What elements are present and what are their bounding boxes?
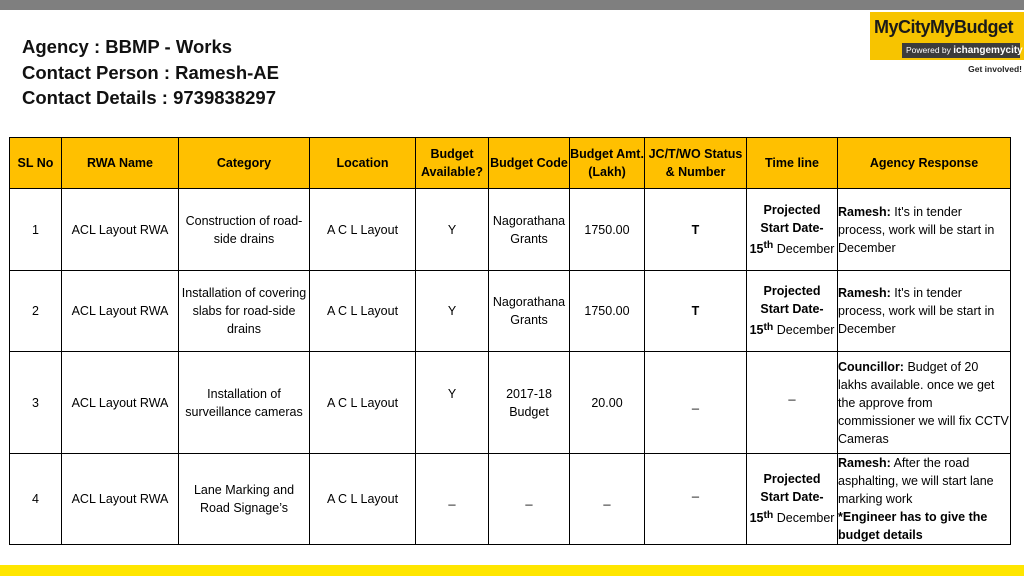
cell-category: Lane Marking and Road Signage’s xyxy=(179,454,310,545)
cell-rwa: ACL Layout RWA xyxy=(62,189,179,271)
col-agency-response: Agency Response xyxy=(838,138,1011,189)
cell-amount: 1750.00 xyxy=(570,189,645,271)
cell-rwa: ACL Layout RWA xyxy=(62,352,179,454)
cell-sl: 3 xyxy=(10,352,62,454)
cell-code: Nagorathana Grants xyxy=(489,189,570,271)
contact-details-line: Contact Details : 9739838297 xyxy=(22,87,276,108)
cell-sl: 2 xyxy=(10,271,62,352)
cell-available: Y xyxy=(416,189,489,271)
col-rwa-name: RWA Name xyxy=(62,138,179,189)
cell-amount: _ xyxy=(570,454,645,545)
cell-response: Ramesh: It's in tender process, work will be start in December xyxy=(838,271,1011,352)
cell-category: Installation of covering slabs for road-side drains xyxy=(179,271,310,352)
logo-title: MyCityMyBudget xyxy=(874,17,1014,37)
col-timeline: Time line xyxy=(747,138,838,189)
contact-info xyxy=(22,34,279,111)
cell-location: A C L Layout xyxy=(310,189,416,271)
contact-person-line: Contact Person : Ramesh-AE xyxy=(22,61,279,83)
cell-timeline: Projected Start Date- 15th December xyxy=(747,271,838,352)
table-header-row xyxy=(10,138,1011,189)
mycitymybudget-logo xyxy=(868,12,1024,74)
col-budget-amount: Budget Amt. (Lakh) xyxy=(570,138,645,189)
table-row xyxy=(10,189,1011,271)
cell-location: A C L Layout xyxy=(310,271,416,352)
col-location: Location xyxy=(310,138,416,189)
response-note: *Engineer has to give the budget details xyxy=(838,510,988,542)
table-row xyxy=(10,352,1011,454)
cell-timeline: Projected Start Date- 15th December xyxy=(747,189,838,271)
cell-code: _ xyxy=(489,454,570,545)
cell-available: Y xyxy=(416,352,489,454)
logo-tagline: Get involved! xyxy=(968,64,1022,74)
cell-status: _ xyxy=(645,454,747,545)
cell-rwa: ACL Layout RWA xyxy=(62,271,179,352)
agency-line: Agency : BBMP - Works xyxy=(22,36,233,57)
cell-rwa: ACL Layout RWA xyxy=(62,454,179,545)
cell-code: 2017-18 Budget xyxy=(489,352,570,454)
works-table xyxy=(9,137,1011,545)
cell-amount: 1750.00 xyxy=(570,271,645,352)
cell-timeline: _ xyxy=(747,352,838,454)
cell-status: T xyxy=(645,271,747,352)
col-status: JC/T/WO Status & Number xyxy=(645,138,747,189)
col-budget-available: Budget Available? xyxy=(416,138,489,189)
cell-category: Construction of road-side drains xyxy=(179,189,310,271)
logo-powered-by: Powered by ichangemycity xyxy=(902,43,1020,58)
cell-status: _ xyxy=(645,352,747,454)
cell-timeline: Projected Start Date- 15th December xyxy=(747,454,838,545)
col-budget-code: Budget Code xyxy=(489,138,570,189)
col-category: Category xyxy=(179,138,310,189)
col-sl-no: SL No xyxy=(10,138,62,189)
cell-response: Councillor: Budget of 20 lakhs available. once we get the approve from commissioner we will fix CCTV Cameras xyxy=(838,352,1011,454)
cell-response: Ramesh: After the road asphalting, we will start lane marking work *Engineer has to give the budget details xyxy=(838,454,1011,545)
cell-available: Y xyxy=(416,271,489,352)
cell-location: A C L Layout xyxy=(310,454,416,545)
cell-location: A C L Layout xyxy=(310,352,416,454)
cell-response: Ramesh: It's in tender process, work will be start in December xyxy=(838,189,1011,271)
table-row xyxy=(10,271,1011,352)
bottom-bar xyxy=(0,565,1024,576)
table-row xyxy=(10,454,1011,545)
cell-available: _ xyxy=(416,454,489,545)
cell-sl: 1 xyxy=(10,189,62,271)
cell-category: Installation of surveillance cameras xyxy=(179,352,310,454)
cell-sl: 4 xyxy=(10,454,62,545)
cell-code: Nagorathana Grants xyxy=(489,271,570,352)
cell-status: T xyxy=(645,189,747,271)
top-bar xyxy=(0,0,1024,10)
cell-amount: 20.00 xyxy=(570,352,645,454)
